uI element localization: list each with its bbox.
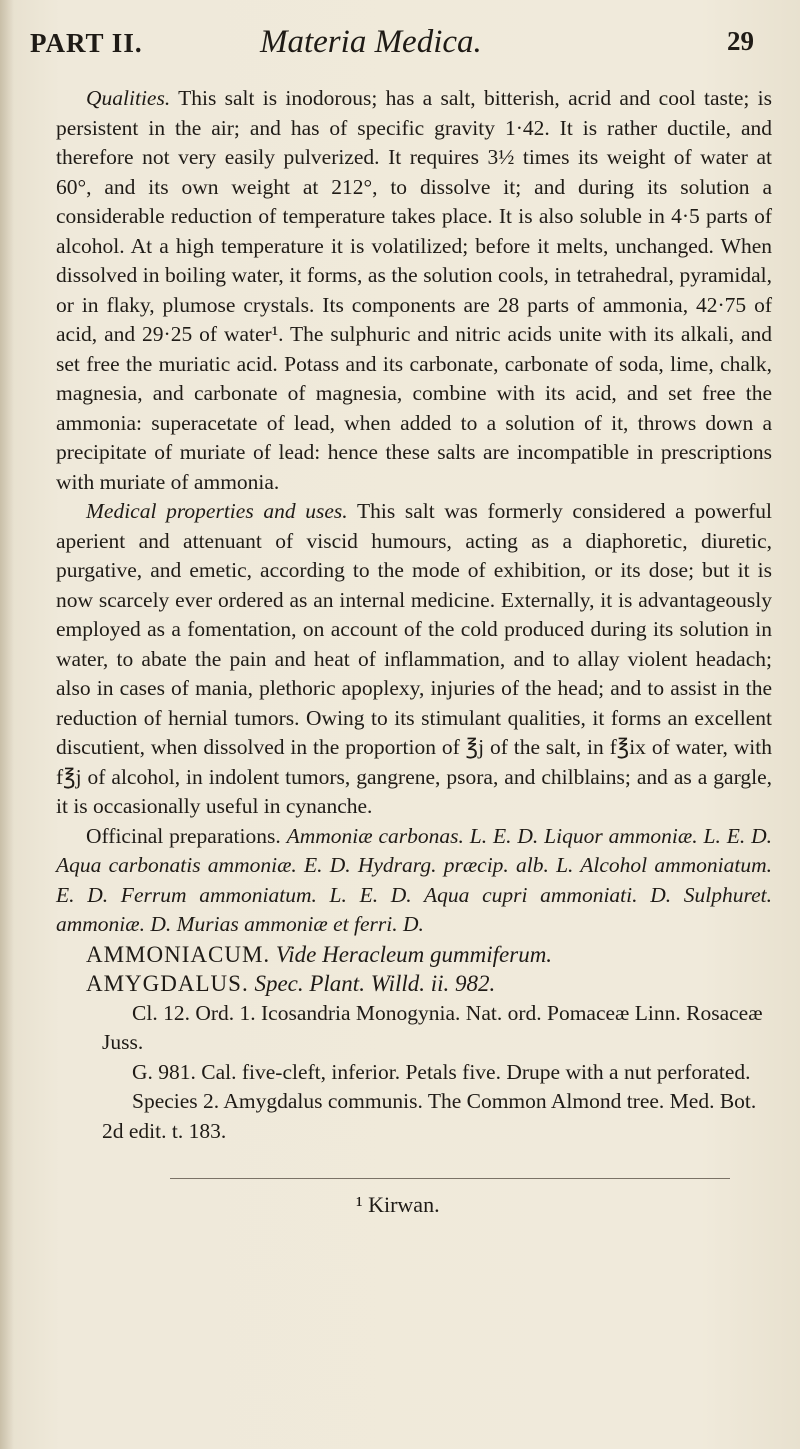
qualities-label: Qualities. (86, 86, 171, 110)
species-line: Species 2. Amygdalus communis. The Common Almond tree. Med. Bot. 2d edit. t. 183. (102, 1089, 757, 1143)
officinal-paragraph (56, 822, 772, 940)
amygdalus-reference: Spec. Plant. Willd. ii. 982. (254, 971, 496, 996)
page-body (56, 84, 772, 1146)
qualities-text: This salt is inodorous; has a salt, bitterish, acrid and cool taste; is persistent in the air; and has of specific gravity 1·42. It is rather ductile, and therefore not very easily pulverized. It requires 3½ times its weight of water at 60°, and its own weight at 212°, to dissolve it; and during its solution a considerable reduction of temperature takes place. It is also soluble in 4·5 parts of alcohol. At a high temperature it is volatilized; before it melts, unchanged. When dissolved in boiling water, it forms, as the solution cools, in tetrahedral, pyramidal, or in flaky, plumose crystals. Its components are 28 parts of ammonia, 42·75 of acid, and 29·25 of water¹. The sulphuric and nitric acids unite with its alkali, and set free the muriatic acid. Potass and its carbonate, carbonate of soda, lime, chalk, magnesia, and carbonate of magnesia, combine with its acid, and set free the ammonia: superacetate of lead, when added to a solution of it, throws down a precipitate of muriate of lead: hence these salts are incompatible in prescriptions with muriate of ammonia. (56, 86, 772, 494)
medical-label: Medical properties and uses. (86, 499, 348, 523)
ammoniacum-entry (56, 940, 772, 970)
ammoniacum-crossref: Vide Heracleum gummiferum. (275, 941, 553, 967)
medical-paragraph (56, 497, 772, 822)
page-number: 29 (727, 26, 754, 56)
classification-line: Cl. 12. Ord. 1. Icosandria Monogynia. Nat. ord. Pomaceæ Linn. Rosaceæ Juss. (102, 1000, 763, 1054)
officinal-label: Officinal preparations. (86, 823, 281, 848)
page-binding-shadow (0, 0, 14, 1449)
part-label: PART II. (30, 28, 143, 58)
footnote-divider (170, 1178, 730, 1179)
officinal-text: Ammoniæ carbonas. L. E. D. Liquor ammoniæ. L. E. D. Aqua carbonatis ammoniæ. E. D. Hydrarg. præcip. alb. L. Alcohol ammoniatum. E. D. Ferrum ammoniatum. L. E. D. Aqua cupri ammoniati. D. Sulphuret. ammoniæ. D. Murias ammoniæ et ferri. D. (56, 823, 772, 936)
genus-line: G. 981. Cal. five-cleft, inferior. Petals five. Drupe with a nut perforated. (132, 1059, 751, 1084)
amygdalus-entry (56, 969, 772, 999)
amygdalus-heading: AMYGDALUS. (86, 971, 249, 996)
medical-text: This salt was formerly considered a powerful aperient and attenuant of viscid humours, acting as a diaphoretic, diuretic, purgative, and emetic, according to the mode of exhibition, or its dose; but it is now scarcely ever ordered as an internal medicine. Externally, it is advantageously employed as a fomentation, on account of the cold produced during its solution in water, to abate the pain and heat of inflammation, and to allay violent headach; also in cases of mania, plethoric apoplexy, injuries of the head; and to assist in the reduction of hernial tumors. Owing to its stimulant qualities, it forms an excellent discutient, when dissolved in the proportion of ℥j of the salt, in f℥ix of water, with f℥j of alcohol, in indolent tumors, gangrene, psora, and chilblains; and as a gargle, it is occasionally useful in cynanche. (56, 499, 772, 818)
running-header (30, 24, 770, 64)
ammoniacum-heading: AMMONIACUM. (86, 941, 271, 967)
running-title: Materia Medica. (260, 24, 482, 60)
footnote: ¹ Kirwan. (356, 1192, 440, 1217)
qualities-paragraph (56, 84, 772, 497)
